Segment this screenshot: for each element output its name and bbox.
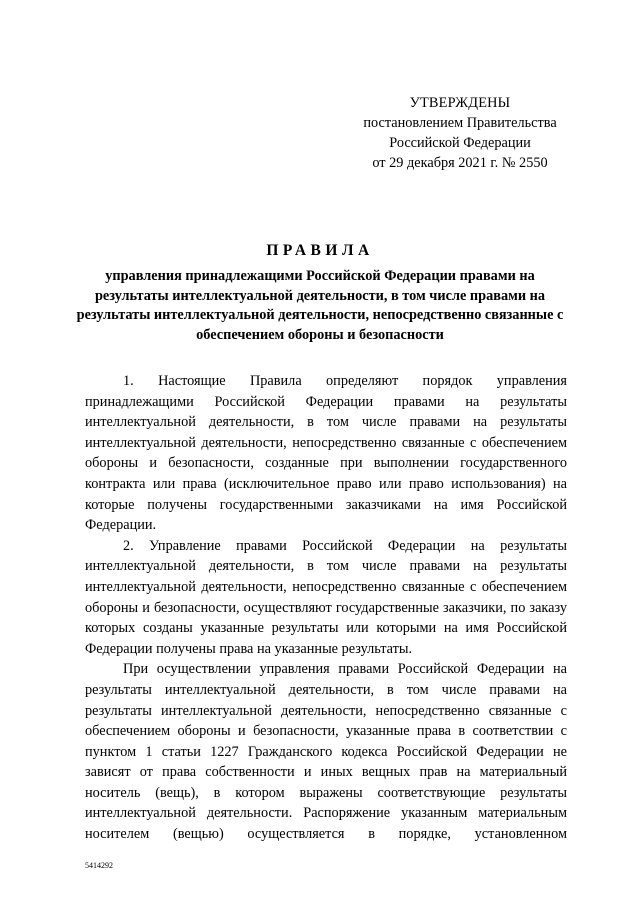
document-body bbox=[85, 371, 567, 845]
approval-block bbox=[340, 93, 580, 173]
approval-line-decree: постановлением Правительства bbox=[363, 115, 557, 131]
document-code: 5414292 bbox=[85, 861, 113, 870]
approval-line-country: Российской Федерации bbox=[389, 135, 531, 151]
approval-line-date-number: от 29 декабря 2021 г. № 2550 bbox=[372, 155, 548, 171]
approval-heading: УТВЕРЖДЕНЫ bbox=[409, 95, 511, 111]
document-title: ПРАВИЛА bbox=[266, 242, 374, 259]
paragraph-1: 1. Настоящие Правила определяют порядок управления принадлежащими Российской Федерации правами на результаты интеллектуальной деятельности, в том числе правами на результаты интеллектуальной деятельности, непосредственно связанные с обеспечением обороны и безопасности, созданные при выполнении государственного контракта или права (исключительное право или право использования) на которые получены государственными заказчиками на имя Российской Федерации. bbox=[85, 373, 567, 534]
document-subtitle: управления принадлежащими Российской Федерации правами на результаты интеллектуальной деятельности, в том числе правами на результаты интеллектуальной деятельности, непосредственно связанные с обеспечением обороны и безопасности bbox=[76, 268, 564, 343]
paragraph-3: При осуществлении управления правами Российской Федерации на результаты интеллектуальной деятельности, в том числе правами на результаты интеллектуальной деятельности, непосредственно связанные с обеспечением обороны и безопасности, указанные права в соответствии с пунктом 1 статьи 1227 Гражданского кодекса Российской Федерации не зависят от права собственности и иных вещных прав на материальный носитель (вещь), в котором выражены соответствующие результаты интеллектуальной деятельности. Распоряжение указанным материальным носителем (вещью) осуществляется в порядке, установленном bbox=[85, 661, 567, 843]
paragraph-2: 2. Управление правами Российской Федерации на результаты интеллектуальной деятельности, в том числе правами на результаты интеллектуальной деятельности, непосредственно связанные с обеспечением обороны и безопасности, осуществляют государственные заказчики, по заказу которых созданы указанные результаты или которыми на имя Российской Федерации получены права на указанные результаты. bbox=[85, 537, 567, 657]
